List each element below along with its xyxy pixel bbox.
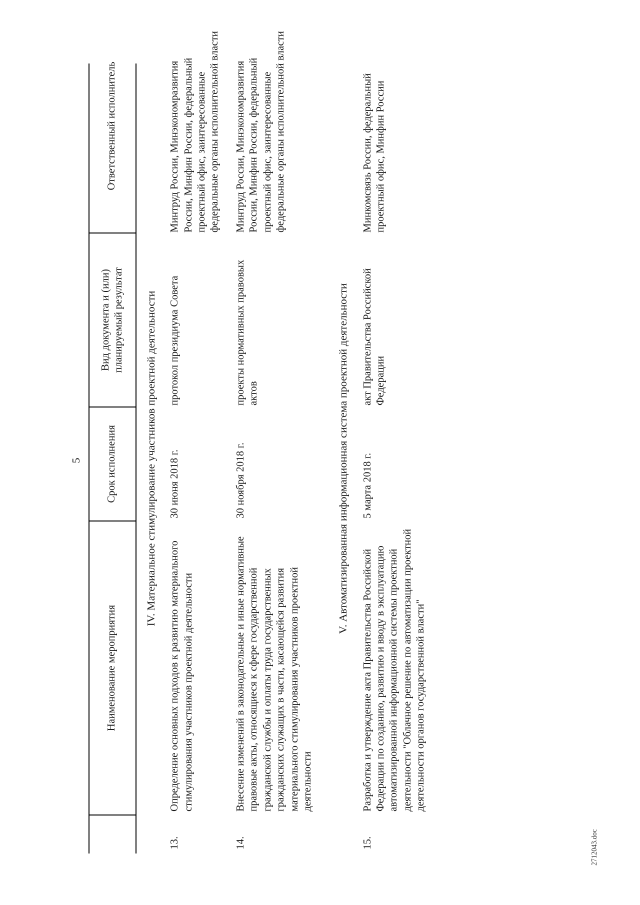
header-deadline: Срок исполнения <box>90 408 136 522</box>
row-deadline: 30 ноября 2018 г. <box>235 442 247 519</box>
header-num <box>90 816 136 854</box>
plan-table <box>89 30 429 854</box>
section-title: IV. Материальное стимулирование участников проектной деятельности <box>145 290 158 627</box>
section-title: V. Автоматизированная информационная система проектной деятельности <box>337 283 350 634</box>
header-doc-type: Вид документа и (или) планируемый результат <box>90 234 136 408</box>
header-name: Наименование мероприятия <box>90 522 136 816</box>
row-number: 15. <box>362 836 374 850</box>
table-row <box>361 64 428 854</box>
file-footer: 2712043.doc <box>590 829 599 866</box>
table-row <box>169 30 223 854</box>
row-deadline: 30 июня 2018 г. <box>169 449 181 519</box>
row-deadline: 5 марта 2018 г. <box>362 452 374 519</box>
header-responsible: Ответственный исполнитель <box>90 20 136 234</box>
table-header <box>89 61 137 854</box>
row-name: Определение основных подходов к развитию материального стимулирования участников проектной деятельности <box>169 540 195 812</box>
row-responsible: Минкомсвязь России, федеральный проектный офис, Минфин России <box>362 73 387 233</box>
rotated-table-sheet <box>45 30 600 866</box>
row-doc: проекты нормативных правовых актов <box>235 259 260 406</box>
row-responsible: Минтруд России, Минэкономразвития России, Минфин России, федеральный проектный офис, заинтересованные федеральные органы исполнительной власти <box>169 30 221 233</box>
row-number: 13. <box>169 836 181 850</box>
row-name: Разработка и утверждение акта Правительства Российской Федерации по созданию, развитию и вводу в эксплуатацию автоматизированной информационной системы проектной деятельности "Облачное решение по автоматизации проектной деятельности органов государственной власти" <box>362 528 427 812</box>
row-name: Внесение изменений в законодательные и иные нормативные правовые акты, относящиеся к сфере государственной гражданской службы и оплаты труда государственных гражданских служащих в части, касающейся развития материального стимулирования участников проектной деятельности <box>235 536 314 812</box>
table-row <box>234 30 315 854</box>
row-doc: акт Правительства Российской Федерации <box>362 268 387 406</box>
row-responsible: Минтруд России, Минэкономразвития России, Минфин России, федеральный проектный офис, заинтересованные федеральные органы исполнительной власти <box>235 30 287 233</box>
page-number: 5 <box>70 457 83 464</box>
row-number: 14. <box>235 836 247 850</box>
row-doc: протокол президиума Совета <box>169 275 181 406</box>
